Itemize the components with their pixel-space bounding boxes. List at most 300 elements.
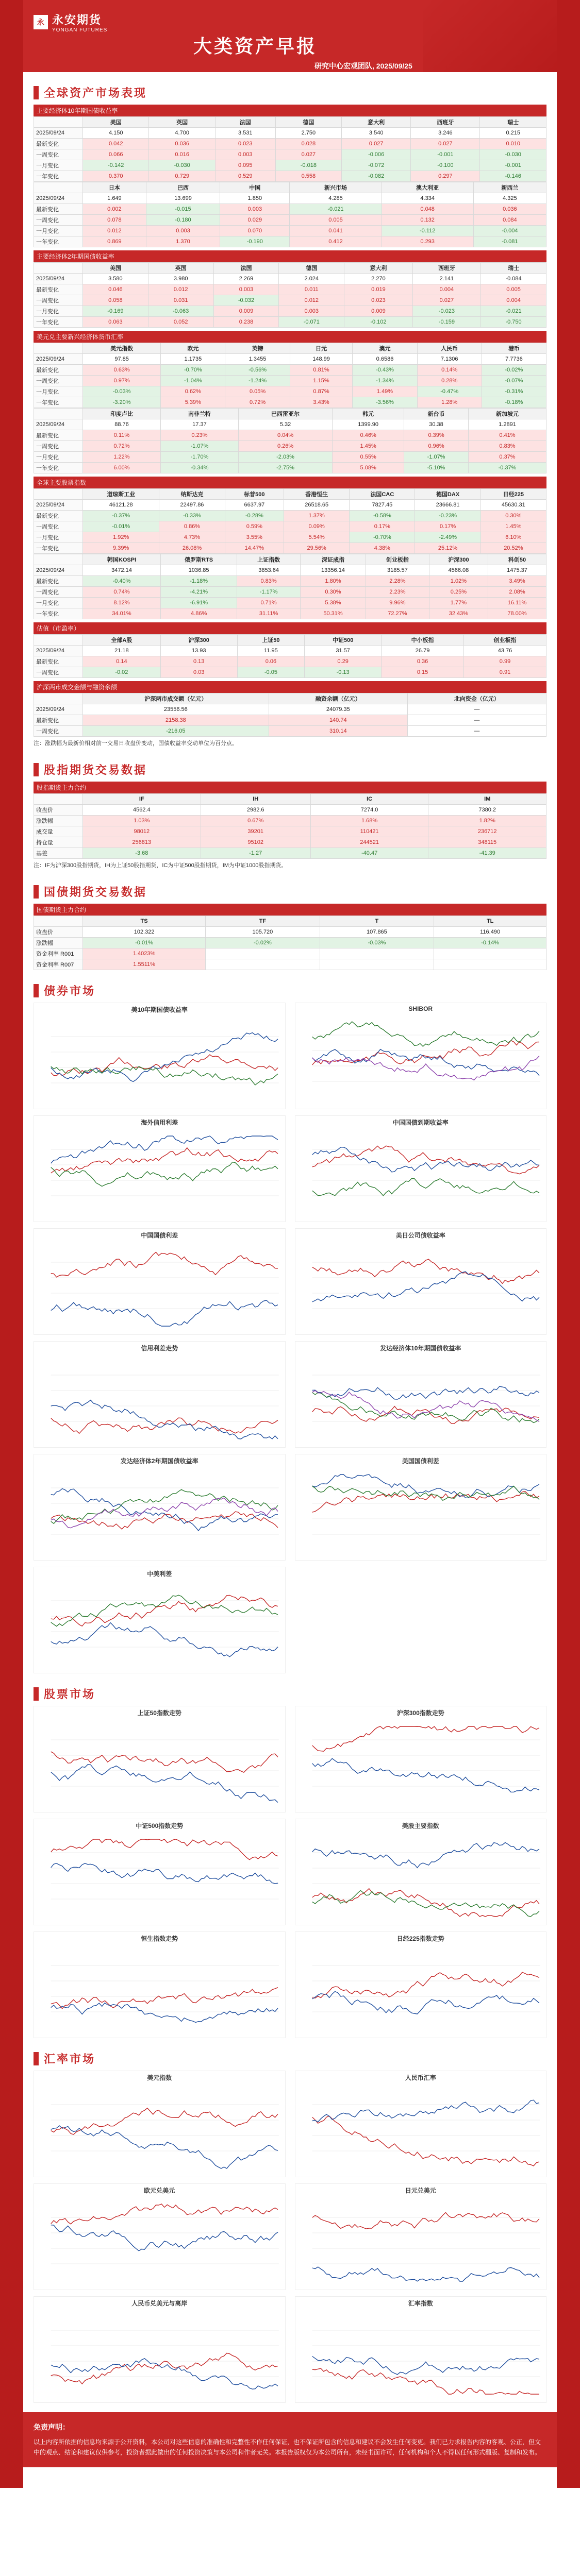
chart-title: 汇率指数 xyxy=(408,2300,433,2307)
section-head xyxy=(34,84,546,100)
table-cell: 一年变化 xyxy=(34,543,83,554)
column-header: 全部A股 xyxy=(83,635,161,646)
table-cell: 0.070 xyxy=(220,226,290,236)
table-cell: 0.04% xyxy=(238,430,332,441)
table-cell: -0.70% xyxy=(161,365,225,376)
section-head xyxy=(34,1686,546,1702)
table-cell: -0.31% xyxy=(482,386,546,397)
table-cell: 1.2891 xyxy=(469,419,546,430)
series-line xyxy=(312,1393,539,1423)
table-cell: 9.39% xyxy=(83,543,159,554)
table-cell: 78.00% xyxy=(488,608,546,619)
column-header: 创业板指 xyxy=(366,554,429,565)
table-cell: 31.11% xyxy=(237,608,301,619)
table-cell: 0.91 xyxy=(464,667,546,678)
table-cell: 1.80% xyxy=(300,576,366,587)
column-header xyxy=(34,489,83,500)
table-cell: 1.77% xyxy=(429,598,488,608)
table-cell: 0.009 xyxy=(344,306,412,317)
table-cell: 资金利率 R007 xyxy=(34,959,83,970)
chart-title: 美元指数 xyxy=(147,2074,172,2081)
table-cell: 0.28% xyxy=(417,376,482,386)
table-cell: 一月变化 xyxy=(34,160,83,171)
column-header: 德国 xyxy=(275,117,341,128)
table-cell: 0.066 xyxy=(83,149,149,160)
section-title: 全球资产市场表现 xyxy=(44,87,147,99)
table-cell: 0.042 xyxy=(83,139,149,149)
table-cell: 0.004 xyxy=(412,284,480,295)
column-header: 日本 xyxy=(83,182,146,193)
series-line xyxy=(312,1272,539,1302)
table-row xyxy=(34,848,546,859)
section-title: 股票市场 xyxy=(44,1688,96,1701)
table-cell: 0.72% xyxy=(83,441,161,452)
table-cell: 一周变化 xyxy=(34,376,83,386)
table-cell xyxy=(320,959,434,970)
table-cell: 3853.64 xyxy=(237,565,301,576)
chart-panel xyxy=(295,1003,547,1109)
chart-line xyxy=(36,1943,283,2036)
column-header: 西班牙 xyxy=(412,263,480,274)
chart-line xyxy=(36,1014,283,1107)
column-header: 北向资金（亿元） xyxy=(407,693,546,704)
table-cell: 0.36 xyxy=(382,656,464,667)
column-header: TL xyxy=(434,916,546,927)
section-index-futures xyxy=(23,749,557,871)
header-ribbon xyxy=(423,0,557,72)
table-cell: 涨跌幅 xyxy=(34,938,83,948)
table-cell: 4.334 xyxy=(382,193,473,204)
table-cell: -1.70% xyxy=(160,452,238,463)
table-cell: -1.27 xyxy=(201,848,310,859)
table-cell: 1.45% xyxy=(333,441,404,452)
table-cell: — xyxy=(407,704,546,715)
column-header: 英镑 xyxy=(225,343,290,354)
table-cell: 0.010 xyxy=(480,139,546,149)
table-row xyxy=(34,376,546,386)
table-cell: -0.021 xyxy=(481,306,546,317)
table-title: 股指期货主力合约 xyxy=(34,782,546,793)
table-cell: 88.76 xyxy=(83,419,161,430)
table-cell: 0.002 xyxy=(83,204,146,215)
column-header: 西班牙 xyxy=(411,117,480,128)
chart-title: 美国国债利差 xyxy=(402,1458,439,1465)
series-line xyxy=(312,1147,539,1172)
table-cell: -2.03% xyxy=(238,452,332,463)
chart-title: 中国国债利差 xyxy=(141,1232,178,1239)
table-cell: -0.14% xyxy=(434,938,546,948)
chart-line xyxy=(297,1943,544,2036)
table-cell: -3.68 xyxy=(83,848,201,859)
section-bond-futures xyxy=(23,871,557,970)
chart-line xyxy=(36,2082,283,2175)
table-bond-futures xyxy=(34,916,546,970)
table-cell: 0.81% xyxy=(290,365,353,376)
column-header xyxy=(34,409,83,419)
series-line xyxy=(51,1988,278,2009)
table-cell: 148.99 xyxy=(290,354,353,365)
chart-panel xyxy=(295,1706,547,1812)
column-header: 欧元 xyxy=(161,343,225,354)
table-cell: -0.015 xyxy=(146,204,220,215)
table-cell: 2.750 xyxy=(275,128,341,139)
chart-grid xyxy=(34,2071,546,2403)
section-bar xyxy=(34,763,39,776)
table-cell: 43.76 xyxy=(464,646,546,656)
column-header: 法国 xyxy=(215,117,275,128)
table-cell: 50.31% xyxy=(300,608,366,619)
table-cell: 0.14% xyxy=(417,365,482,376)
column-header: IF xyxy=(83,794,201,805)
series-line xyxy=(312,1842,539,1868)
chart-panel xyxy=(295,1115,547,1222)
table-cell: -0.01% xyxy=(83,521,159,532)
table-title: 估值（市盈率） xyxy=(34,622,546,634)
series-line xyxy=(51,1595,278,1626)
table-cell: 26.08% xyxy=(159,543,225,554)
table-cell xyxy=(206,959,320,970)
table-cell: 31.57 xyxy=(305,646,382,656)
series-line xyxy=(51,1252,278,1277)
chart-line xyxy=(36,1352,283,1445)
column-header: 美元指数 xyxy=(83,343,161,354)
column-header: 日经225 xyxy=(480,489,546,500)
table-cell: 最新变化 xyxy=(34,284,83,295)
column-header: 美国 xyxy=(83,263,148,274)
table-cell: 23666.81 xyxy=(415,500,480,511)
table-cell: 4562.4 xyxy=(83,805,201,816)
table-row xyxy=(34,608,546,619)
table-cell: -6.91% xyxy=(161,598,237,608)
table-cell: 1.45% xyxy=(480,521,546,532)
table-cell: 2025/09/24 xyxy=(34,419,83,430)
table-cell: -0.142 xyxy=(83,160,149,171)
table-turnover xyxy=(34,693,546,737)
column-header: 法国 xyxy=(213,263,279,274)
table-cell: 4.700 xyxy=(149,128,215,139)
section-bar xyxy=(34,984,39,997)
table-cell: 一月变化 xyxy=(34,532,83,543)
column-header: 道琼斯工业 xyxy=(83,489,159,500)
series-line xyxy=(312,2116,539,2166)
column-header xyxy=(34,794,83,805)
table-cell: 5.38% xyxy=(300,598,366,608)
table-cell: 一年变化 xyxy=(34,236,83,247)
column-header: 上证指数 xyxy=(237,554,301,565)
chart-line xyxy=(297,2082,544,2175)
table-cell: -3.20% xyxy=(83,397,161,408)
table-cell: 0.87% xyxy=(290,386,353,397)
table-cell: -1.18% xyxy=(161,576,237,587)
table-cell xyxy=(320,948,434,959)
table-cell: 一月变化 xyxy=(34,386,83,397)
table-cell: 24079.35 xyxy=(269,704,407,715)
series-line xyxy=(312,1049,539,1076)
section-title: 债券市场 xyxy=(44,985,96,997)
table-cell: 0.03 xyxy=(160,667,237,678)
series-line xyxy=(312,1726,539,1751)
series-line xyxy=(312,1492,539,1513)
table-cell: 1.82% xyxy=(428,816,546,826)
table-cell: 2025/09/24 xyxy=(34,646,83,656)
table-cell: -0.03% xyxy=(83,386,161,397)
table-row xyxy=(34,805,546,816)
section-bar xyxy=(34,2052,39,2065)
chart-panel xyxy=(34,2071,286,2177)
chart-line xyxy=(36,1240,283,1332)
table-cell: 5.32 xyxy=(238,419,332,430)
table-cell: 0.036 xyxy=(473,204,546,215)
table-cell: -1.07% xyxy=(404,452,469,463)
table-cell: 4566.08 xyxy=(429,565,488,576)
table-cell: 一周变化 xyxy=(34,441,83,452)
column-header: 中小板指 xyxy=(382,635,464,646)
table-cell: -0.023 xyxy=(412,306,480,317)
table-cell: 1036.85 xyxy=(161,565,237,576)
table-cell: 3.246 xyxy=(411,128,480,139)
table-cell: 102.322 xyxy=(83,927,206,938)
table-cell: 0.003 xyxy=(213,284,279,295)
chart-title: SHIBOR xyxy=(408,1005,433,1012)
column-header: 沪深300 xyxy=(160,635,237,646)
table-row xyxy=(34,726,546,737)
column-header: 科创50 xyxy=(488,554,546,565)
column-header: T xyxy=(320,916,434,927)
table-cell: 1.68% xyxy=(310,816,428,826)
table-cell: 一周变化 xyxy=(34,215,83,226)
series-line xyxy=(312,1758,539,1792)
series-line xyxy=(51,1839,278,1860)
table-cell: 0.17% xyxy=(415,521,480,532)
section-bar xyxy=(34,86,39,99)
chart-line xyxy=(297,1352,544,1445)
table-cell: 1.850 xyxy=(220,193,290,204)
table-cell: -0.063 xyxy=(148,306,213,317)
table-cell: 0.6586 xyxy=(353,354,417,365)
table-cell: 107.865 xyxy=(320,927,434,938)
series-line xyxy=(51,1300,278,1326)
chart-grid xyxy=(34,1003,546,1673)
table-cell: 116.490 xyxy=(434,927,546,938)
table-cell: 0.027 xyxy=(411,139,480,149)
column-header: 德国 xyxy=(279,263,344,274)
chart-title: 沪深300指数走势 xyxy=(396,1709,444,1717)
table-cell: 3185.57 xyxy=(366,565,429,576)
table-cell: 一周变化 xyxy=(34,667,83,678)
table-row xyxy=(34,226,546,236)
table-cell: 0.012 xyxy=(83,226,146,236)
table-cell: -41.39 xyxy=(428,848,546,859)
table-row xyxy=(34,430,546,441)
table-row xyxy=(34,215,546,226)
table-cell: 256813 xyxy=(83,837,201,848)
table-cell: -1.04% xyxy=(161,376,225,386)
table-cell: 0.13 xyxy=(160,656,237,667)
chart-line xyxy=(297,1465,544,1558)
column-header xyxy=(34,343,83,354)
table-cell: -0.28% xyxy=(225,511,284,521)
chart-title: 发达经济体10年期国债收益率 xyxy=(380,1345,461,1352)
table-cell: 32.43% xyxy=(429,608,488,619)
section-bond-market xyxy=(23,970,557,1673)
table-cell: 一周变化 xyxy=(34,587,83,598)
table-cell: -0.13 xyxy=(305,667,382,678)
table-cell: — xyxy=(407,715,546,726)
table-cell: 3472.14 xyxy=(83,565,161,576)
table-cell: 0.15 xyxy=(382,667,464,678)
section-bar xyxy=(34,1687,39,1701)
table-cell: 最新变化 xyxy=(34,576,83,587)
table-cell: 0.37% xyxy=(469,452,546,463)
column-header: 德国DAX xyxy=(415,489,480,500)
page-title: 大类资产早报 xyxy=(193,36,318,57)
chart-title: 恒生指数走势 xyxy=(141,1935,178,1942)
table-cell: 0.011 xyxy=(279,284,344,295)
series-line xyxy=(51,2204,278,2224)
table-cell: -0.021 xyxy=(290,204,382,215)
table-cell: -1.24% xyxy=(225,376,290,386)
table-cell: 0.012 xyxy=(148,284,213,295)
section-bar xyxy=(34,885,39,899)
table-cell: 105.720 xyxy=(206,927,320,938)
note: 注：涨跌幅为最新价相对前一交易日收盘价变动，国债收益率变动单位为百分点。 xyxy=(34,740,238,747)
column-header: TS xyxy=(83,916,206,927)
table-cell: 22497.86 xyxy=(159,500,225,511)
table-cell: 1.4023% xyxy=(83,948,206,959)
table-row xyxy=(34,521,546,532)
column-header: 印度卢比 xyxy=(83,409,161,419)
column-header: 人民币 xyxy=(417,343,482,354)
table-cell: -0.70% xyxy=(350,532,415,543)
table-cell: 0.132 xyxy=(382,215,473,226)
series-line xyxy=(312,2267,539,2281)
table-cell: 0.078 xyxy=(83,215,146,226)
table-row xyxy=(34,656,546,667)
chart-panel xyxy=(34,1341,286,1448)
table-cell: -0.018 xyxy=(275,160,341,171)
table-cell: 0.027 xyxy=(412,295,480,306)
table-row xyxy=(34,938,546,948)
section-title: 国债期货交易数据 xyxy=(44,886,147,899)
table-cell: 0.62% xyxy=(161,386,225,397)
table-cell: 4.86% xyxy=(161,608,237,619)
chart-title: 中证500指数走势 xyxy=(136,1822,184,1829)
series-line xyxy=(312,1022,539,1046)
table-cell: 0.009 xyxy=(213,306,279,317)
table-fx-em xyxy=(34,408,546,473)
table-row xyxy=(34,386,546,397)
table-cell: 1.03% xyxy=(83,816,201,826)
table-cell: 0.97% xyxy=(83,376,161,386)
table-cell: 5.54% xyxy=(284,532,350,543)
series-line xyxy=(312,1259,539,1283)
table-row xyxy=(34,511,546,521)
table-cell: 0.46% xyxy=(333,430,404,441)
table-cell: 最新变化 xyxy=(34,511,83,521)
table-row xyxy=(34,715,546,726)
table-cell: 最新变化 xyxy=(34,656,83,667)
table-cell: 0.30% xyxy=(300,587,366,598)
table-cell: 0.11% xyxy=(83,430,161,441)
table-cell: 1.5511% xyxy=(83,959,206,970)
column-header: 南非兰特 xyxy=(160,409,238,419)
column-header: 意大利 xyxy=(342,117,411,128)
table-row xyxy=(34,598,546,608)
table-cell: 一年变化 xyxy=(34,317,83,328)
table-cell: 25.12% xyxy=(415,543,480,554)
chart-panel xyxy=(34,1931,286,2038)
table-cell: 0.031 xyxy=(148,295,213,306)
table-cell: 45630.31 xyxy=(480,500,546,511)
table-cell: 一周变化 xyxy=(34,726,83,737)
table-cell: 最新变化 xyxy=(34,139,83,149)
column-header: 融资余额（亿元） xyxy=(269,693,407,704)
table-cell: 2025/09/24 xyxy=(34,274,83,284)
table-cell: 0.74% xyxy=(83,587,161,598)
column-header: 港币 xyxy=(482,343,546,354)
series-line xyxy=(51,1418,278,1433)
table-title: 主要经济体10年期国债收益率 xyxy=(34,105,546,116)
column-header: 上证50 xyxy=(237,635,305,646)
table-cell: 2025/09/24 xyxy=(34,500,83,511)
table-cell: 140.74 xyxy=(269,715,407,726)
table-cell: 348115 xyxy=(428,837,546,848)
table-cell: -5.10% xyxy=(404,463,469,473)
table-cell: 1.1735 xyxy=(161,354,225,365)
table-cell: 0.084 xyxy=(473,215,546,226)
table-cell: -0.001 xyxy=(411,149,480,160)
table-cell: 7.1306 xyxy=(417,354,482,365)
series-line xyxy=(312,1486,539,1501)
table-cell: 20.52% xyxy=(480,543,546,554)
column-header: 标普500 xyxy=(225,489,284,500)
series-line xyxy=(51,1623,278,1657)
table-cell: 0.99 xyxy=(464,656,546,667)
table-cell: 3.43% xyxy=(290,397,353,408)
table-cell: 0.06 xyxy=(237,656,305,667)
table-10y-yields-b xyxy=(34,182,546,247)
chart-panel xyxy=(34,1115,286,1222)
table-cell: 最新变化 xyxy=(34,365,83,376)
table-cell: 一月变化 xyxy=(34,452,83,463)
chart-panel xyxy=(34,1454,286,1561)
table-cell: -0.102 xyxy=(344,317,412,328)
table-cell: 持仓量 xyxy=(34,837,83,848)
table-cell: 0.83% xyxy=(237,576,301,587)
series-line xyxy=(51,1066,278,1085)
table-cell: -0.004 xyxy=(473,226,546,236)
chart-panel xyxy=(295,2183,547,2290)
chart-panel xyxy=(34,1003,286,1109)
column-header: 沪深300 xyxy=(429,554,488,565)
table-cell: 34.01% xyxy=(83,608,161,619)
table-cell: -2.75% xyxy=(238,463,332,473)
table-row xyxy=(34,306,546,317)
table-cell: 1.649 xyxy=(83,193,146,204)
table-row xyxy=(34,587,546,598)
table-cell: 0.412 xyxy=(290,236,382,247)
table-row xyxy=(34,532,546,543)
table-cell: 4.285 xyxy=(290,193,382,204)
table-cell: -1.34% xyxy=(353,376,417,386)
table-cell: 0.23% xyxy=(160,430,238,441)
table-row xyxy=(34,284,546,295)
chart-panel xyxy=(295,1228,547,1335)
chart-line xyxy=(36,1127,283,1219)
table-cell: 0.529 xyxy=(215,171,275,182)
table-cell: 30.38 xyxy=(404,419,469,430)
table-cell: 0.17% xyxy=(350,521,415,532)
